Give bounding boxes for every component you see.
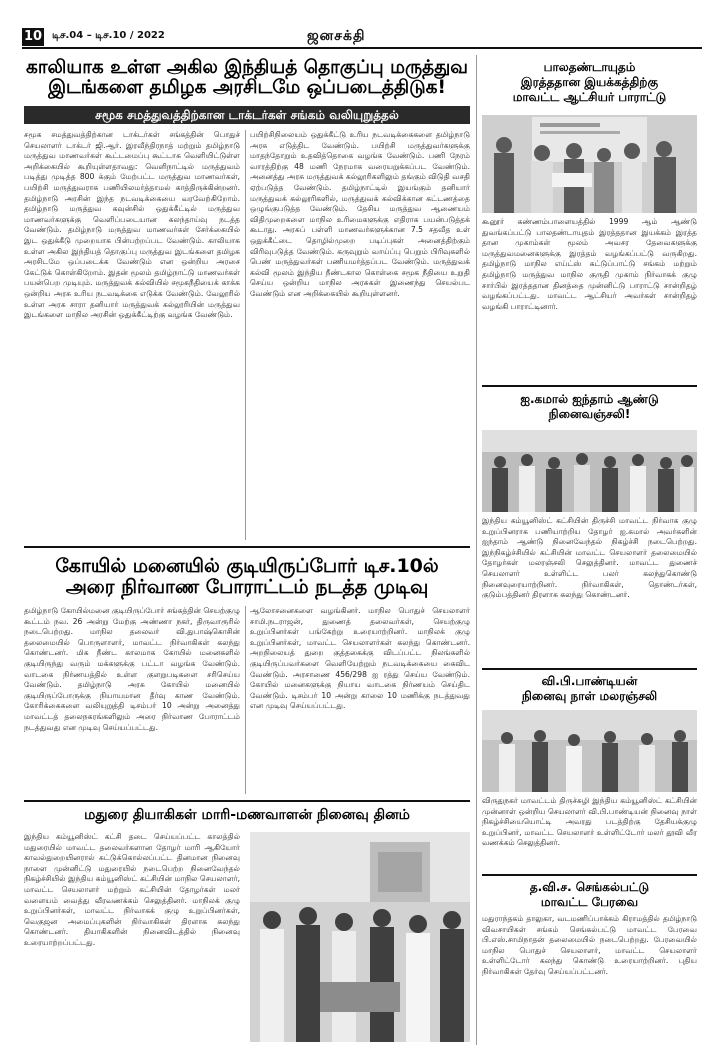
sidebar-box3-title-line2: நினைவு நாள் மலரஞ்சலி	[521, 689, 658, 703]
sidebar-box1-title-line2: இரத்ததான இயக்கத்திற்கு	[520, 75, 659, 89]
certificate-ceremony-photo	[482, 115, 697, 213]
sidebar-box3-title-line1: வி.பி.பாண்டியன்	[541, 674, 638, 688]
sidebar-divider	[476, 55, 477, 1045]
floral-tribute-photo	[482, 710, 697, 792]
issue-date: டிச.04 – டிச.10 / 2022	[52, 30, 165, 41]
lead-headline-line1: காலியாக உள்ள அகில இந்தியத் தொகுப்பு மருத்துவ	[26, 57, 468, 78]
lead-headline-line2: இடங்களை தமிழக அரசிடமே ஒப்படைத்திடுக!	[48, 77, 446, 99]
lead-subhead-banner: சமூக சமத்துவத்திற்கான டாக்டர்கள் சங்கம் வலியுறுத்தல்	[24, 106, 470, 124]
section-rule	[24, 800, 470, 802]
sidebar-box1-title-line3: மாவட்ட ஆட்சியர் பாராட்டு	[512, 90, 667, 104]
section-rule	[24, 546, 470, 548]
martyrs-memorial-photo	[250, 832, 470, 1042]
sidebar-box2-title-line1: ஐ.கமால் ஐந்தாம் ஆண்டு	[520, 392, 659, 406]
page-number: 10	[23, 29, 43, 44]
sidebar-rule	[482, 385, 697, 387]
column-divider	[245, 130, 246, 540]
lead-headline	[24, 58, 470, 99]
sidebar-box4-title-line1: த.வி.ச. செங்கல்பட்டு	[529, 880, 650, 894]
header-rule	[22, 47, 702, 49]
sidebar-rule	[482, 668, 697, 670]
sidebar-box4-heading	[482, 880, 697, 910]
sidebar-rule	[482, 874, 697, 876]
lead-column-1: சமூக சமத்துவத்திற்கான டாக்டர்கள் சங்கத்தின் பொதுச் செயலாளர் டாக்டர் ஜி.ஆர். இரவீந்திரநாத் மற்றும் தமிழ்நாடு மருத்துவ மாணவர்கள் கூட்டமைப்பு கூட்டாக வெளியிட்டுள்ள அறிக்கையில் கூறியுள்ளதாவது: வெளிநாட்டில் மருத்துவம் படித்து முடித்த 800 க்கும் மேற்பட்ட மருத்துவ மாணவர்கள், பயிற்சி மருத்துவராக பணியிலமர்த்தாமல் காத்திருக்கின்றனர். தமிழ்நாடு அரசின் இந்த நடவடிக்கையை வரவேற்கிறோம். தமிழ்நாடு மருத்துவ கவுன்சில் ஒதுக்கீட்டில் மருத்துவ மாணவர்களுக்கு வெளிப்படையான கலந்தாய்வு நடத்த வேண்டும். தமிழ்நாடு மருத்துவ மாணவர்கள் சேர்க்கையில் இட ஒதுக்கீடு முறையாக பின்பற்றப்பட வேண்டும். காலியாக உள்ள அகில இந்தியத் தொகுப்பு மருத்துவ இடங்களை தமிழக அரசிடமே ஒப்படைக்க வேண்டும் என ஒன்றிய அரசை கேட்டுக் கொள்கிறோம். இதன் மூலம் தமிழ்நாட்டு மாணவர்கள் பயன்பெற முடியும். மருத்துவக் கல்வியில் சமூகநீதியைக் காக்க ஒன்றிய அரசு உரிய நடவடிக்கை எடுக்க வேண்டும். வேலூரில் உள்ள அரசு சாரா தனியார் மருத்துவக் கல்லூரியின் மருத்துவ இடங்களை மாநில அரசின் ஒதுக்கீட்டிற்கு வழங்க வேண்டும்.	[24, 130, 240, 320]
sidebar-box1-text: கூனூர் கண்ணம்பாளையத்தில் 1999 ஆம் ஆண்டு துவங்கப்பட்டு பாலதண்டாயுதம் இரத்ததான இயக்கம் இரத்த தான முகாம்கள் மூலம் அவசர தேவைகளுக்கு மருத்துவமனைகளுக்கு இரத்தம் வழங்கப்பட்டு வருகிறது. தமிழ்நாடு மாநில எய்ட்ஸ் கட்டுப்பாட்டு சங்கம் மற்றும் தமிழ்நாடு மருத்துவ மாநில குருதி முகாம் நிர்வாகக் குழு சார்பில் இரத்ததான தினத்தை முன்னிட்டு பாராட்டு சான்றிதழ் வழங்கப்பட்டது. மாவட்ட ஆட்சியர் அவர்கள் சான்றிதழ் வழங்கி பாராட்டினார்.	[482, 217, 697, 311]
sidebar-box3-heading	[482, 674, 697, 704]
sidebar-box2-text: இந்திய கம்யூனிஸ்ட் கட்சியின் திருச்சி மாவட்ட நிர்வாக குழு உறுப்பினராக பணியாற்றிய தோழர் ஐ.கமால் அவர்களின் ஐந்தாம் ஆண்டு நினைவேந்தல் நிகழ்ச்சி நடைபெற்றது. இந்நிகழ்ச்சியில் கட்சியின் மாவட்ட செயலாளர் தலைமையில் தோழர்கள் மலரஞ்சலி செலுத்தினர். மாவட்ட துணைச் செயலாளர் உள்ளிட்ட பலர் கலந்துகொண்டு நினைவுரையாற்றினர். நிர்வாகிகள், தொண்டர்கள், குடும்பத்தினர் திரளாக கலந்து கொண்டனர்.	[482, 516, 697, 600]
masthead: ஜனசக்தி	[307, 28, 366, 44]
page-header	[22, 28, 702, 46]
sidebar-box3-text: விருதுநகர் மாவட்டம் திருச்சுழி இந்திய கம்யூனிஸ்ட் கட்சியின் முன்னாள் ஒன்றிய செயலாளர் வி.பி.பாண்டியன் நினைவு நாள் நிகழ்ச்சியையொட்டி அவரது படத்திற்கு தேசியக்குழு உறுப்பினர், மாவட்ட செயலாளர் உள்ளிட்டோர் மலர் தூவி வீர வணக்கம் செலுத்தினர்.	[482, 796, 697, 848]
second-headline	[24, 556, 470, 598]
second-headline-line1: கோயில் மனையில் குடியிருப்போர் டிச.10ல்	[55, 555, 439, 577]
sidebar-box2-heading	[482, 392, 697, 422]
sidebar-box4-title-line2: மாவட்ட பேரவை	[540, 895, 639, 909]
second-headline-line2: அரை நிர்வாண போராட்டம் நடத்த முடிவு	[65, 575, 429, 598]
third-headline: மதுரை தியாகிகள் மாரி-மணவாளன் நினைவு தினம்	[84, 807, 410, 823]
sidebar-box4-text: மதுராந்தகம் தாலுகா, வடமணிப்பாக்கம் கிராமத்தில் தமிழ்நாடு விவசாயிகள் சங்கம் செங்கல்பட்டு மாவட்ட பேரவை பி.எஸ்.சாமிநாதன் தலைமையில் நடைபெற்றது. பேரவையில் மாநில பொதுச் செயலாளர், மாவட்ட செயலாளர் உள்ளிட்டோர் கலந்து கொண்டு உரையாற்றினர். புதிய நிர்வாகிகள் தேர்வு செய்யப்பட்டனர்.	[482, 914, 697, 976]
memorial-gathering-photo	[482, 430, 697, 512]
sidebar-box1-heading	[482, 60, 697, 105]
third-article-text: இந்திய கம்யூனிஸ்ட் கட்சி தடை செய்யப்பட்ட காலத்தில் மதுரையில் மாவட்ட தலைவர்களான தோழர் மாரி ஆகியோர் காவல்துறையினரால் சுட்டுக்கொல்லப்பட்ட தினமான நினைவு நாளை முன்னிட்டு மதுரையில் நடைபெற்ற நினைவேந்தல் நிகழ்ச்சியில் இந்திய கம்யூனிஸ்ட் கட்சியின் மாநில செயலாளர், மாவட்ட செயலாளர் மற்றும் கட்சியின் தோழர்கள் மலர் வளையம் வைத்து வீரவணக்கம் செலுத்தினர். மாநிலக் குழு உறுப்பினர்கள், மாவட்ட நிர்வாகக் குழு உறுப்பினர்கள், வெகுஜன அமைப்புகளின் நிர்வாகிகள் திரளாக கலந்து கொண்டனர். தியாகிகளின் நினைவிடத்தில் நினைவு உரையாற்றப்பட்டது.	[24, 832, 240, 947]
column-divider	[245, 606, 246, 794]
second-column-2: ஆலோசனைகளை வழங்கினர். மாநில பொதுச் செயலாளர் சாமி.நடராஜன், துணைத் தலைவர்கள், செயற்குழு உறுப்பினர்கள் பங்கேற்று உரையாற்றினர். மாநிலக் குழு உறுப்பினர்கள், மாவட்ட செயலாளர்கள் கலந்து கொண்டனர். அறநிலையத் துறை குத்தகைக்கு விடப்பட்ட நிலங்களில் குடியிருப்பவர்களை வெளியேற்றும் நடவடிக்கையை கைவிட வேண்டும். அரசாணை 456/298 ஐ ரத்து செய்ய வேண்டும். கோயில் மனைகளுக்கு நியாய வாடகை நிர்ணயம் செய்திட வேண்டும். டிசம்பர் 10 அன்று காலை 10 மணிக்கு நடத்துவது என முடிவு செய்யப்பட்டது.	[250, 606, 470, 711]
sidebar-box1-title-line1: பாலதண்டாயுதம்	[543, 60, 636, 74]
lead-column-2: பயிற்சிநிலையம் ஒதுக்கீட்டு உரிய நடவடிக்கைகளை தமிழ்நாடு அரசு எடுத்திட வேண்டும். பயிற்சி மருத்துவர்களுக்கு மாதந்தோறும் உதவித்தொகை வழங்க வேண்டும். பணி நேரம் வாரத்திற்கு 48 மணி நேரமாக வரையறுக்கப்பட வேண்டும். அனைத்து அரசு மருத்துவக் கல்லூரிகளிலும் தங்கும் விடுதி வசதி ஏற்படுத்த வேண்டும். தமிழ்நாட்டில் இயங்கும் தனியார் மருத்துவக் கல்லூரிகளில், மருத்துவக் கல்விக்கான கட்டணத்தை ஒழுங்குபடுத்த வேண்டும். தேசிய மருத்துவ ஆணையம் விதிமுறைகளை மாநில உரிமைகளுக்கு எதிராக பயன்படுத்தக் கூடாது. அரசுப் பள்ளி மாணவர்களுக்கான 7.5 சதவீத உள் ஒதுக்கீட்டை தொழில்முறை படிப்புகள் அனைத்திற்கும் விரிவுபடுத்த வேண்டும். கருவுறும் வாய்ப்பு பெறும் பிரிவுகளில் பெண் மருத்துவர்கள் பணியமர்த்தப்பட வேண்டும். மருத்துவக் கல்வி மூலம் இந்திய நீண்டகால கொள்கை சமூக நீதியை உறுதி செய்ய ஒன்றிய மாநில அரசுகள் இணைந்து செயல்பட வேண்டும் என அறிக்கையில் கூறியுள்ளனர்.	[250, 130, 470, 298]
second-column-1: தமிழ்நாடு கோயில்மனை குடியிருப்போர் சங்கத்தின் செயற்குழு கூட்டம் நவ. 26 அன்று மேற்கு அண்ணா நகர், திருவாரூரில் நடைபெற்றது. மாநில தலைவர் வி.துபாஷ்கொசின் தலைமையில் பொருளாளர், மாவட்ட நிர்வாகிகள் கலந்து கொண்டனர். மிக நீண்ட காலமாக கோயில் மனைகளில் குடியிருந்து வரும் மக்களுக்கு பட்டா வழங்க வேண்டும். வாடகை நிர்ணயத்தில் உள்ள குளறுபடிகளை சரிசெய்ய வேண்டும். தமிழ்நாடு அரசு கோயில் மனையில் குடியிருப்போருக்கு நியாயமான தீர்வு காண வேண்டும். கோரிக்கைகளை வலியுறுத்தி டிசம்பர் 10 அன்று அனைத்து மாவட்டத் தலைநகரங்களிலும் அரை நிர்வாண போராட்டம் நடத்துவது என முடிவு செய்யப்பட்டது.	[24, 606, 240, 732]
sidebar-box2-title-line2: நினைவஞ்சலி!	[548, 407, 631, 421]
